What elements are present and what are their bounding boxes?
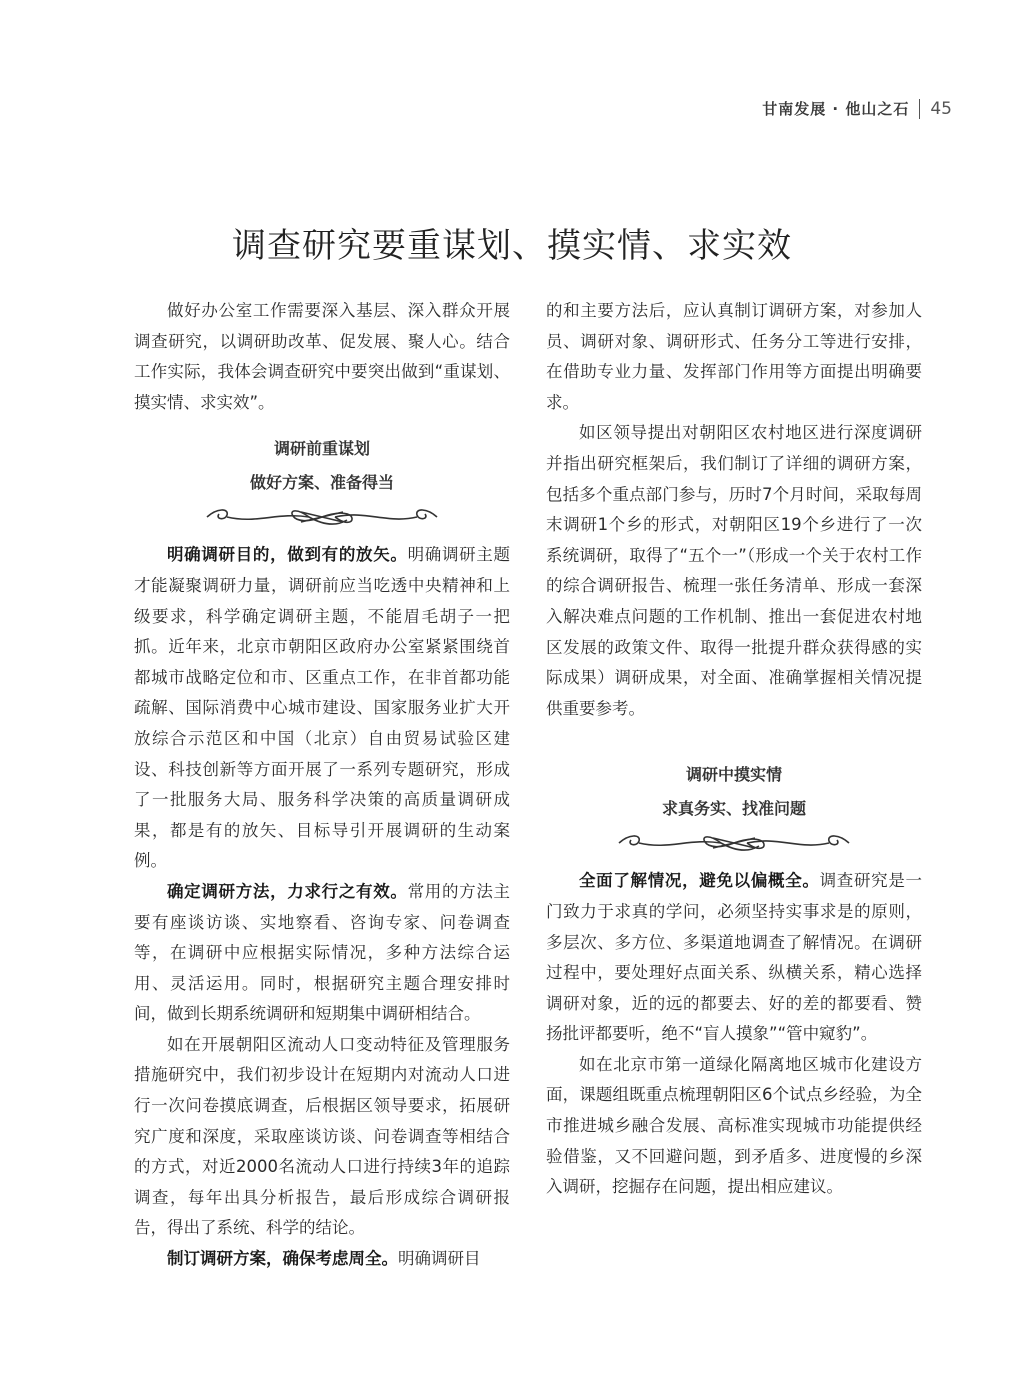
paragraph-text: 明确调研目 [398,1249,481,1269]
paragraph-text: 调查研究是一门致力于求真的学问，必须坚持实事求是的原则，多层次、多方位、多渠道地调查了解情况。在调研过程中，要处理好点面关系、纵横关系，精心选择调研对象，近的远的都要去、好的差的都要看、赞扬批评都要听，绝不“盲人摸象”“管中窥豹”。 [546,871,923,1044]
lead-sentence: 确定调研方法，力求行之有效。 [167,881,408,901]
paragraph: 如在开展朝阳区流动人口变动特征及管理服务措施研究中，我们初步设计在短期内对流动人口进行一次问卷摸底调查，后根据区领导要求，拓展研究广度和深度，采取座谈访谈、问卷调查等相结合的方式，对近2000名流动人口进行持续3年的追踪调查，每年出具分析报告，最后形成综合调研报告，得出了系统、科学的结论。 [134,1034,510,1238]
paragraph [134,1244,510,1275]
intro-paragraph: 做好办公室工作需要深入基层、深入群众开展调查研究，以调研助改革、促发展、聚人心。结合工作实际，我体会调查研究中要突出做到“重谋划、摸实情、求实效”。 [134,301,510,412]
paragraph-text: 常用的方法主要有座谈访谈、实地察看、咨询专家、问卷调查等，在调研中应根据实际情况，多种方法综合运用、灵活运用。同时，根据研究主题合理安排时间，做到长期系统调研和短期集中调研相结合。 [134,881,511,1024]
lead-sentence: 明确调研目的，做到有的放矢。 [167,545,408,565]
left-column [134,296,510,1275]
flourish-ornament-icon [197,504,447,530]
header-divider [919,99,920,119]
section-name: 甘南发展 · 他山之石 [762,100,910,118]
section-heading-2 [546,758,922,856]
section-subtitle: 求真务实、找准问题 [661,799,806,819]
lead-sentence: 制订调研方案，确保考虑周全。 [167,1249,398,1269]
paragraph-continued: 的和主要方法后，应认真制订调研方案，对参加人员、调研对象、调研形式、任务分工等进行安排，在借助专业力量、发挥部门作用等方面提出明确要求。 [546,301,922,412]
flourish-ornament-icon [609,830,859,856]
paragraph: 如区领导提出对朝阳区农村地区进行深度调研并指出研究框架后，我们制订了详细的调研方案，包括多个重点部门参与，历时7个月时间，采取每周末调研1个乡的形式，对朝阳区19个乡进行了一次系统调研，取得了“五个一”（形成一个关于农村工作的综合调研报告、梳理一张任务清单、形成一套深入解决难点问题的工作机制、推出一套促进农村地区发展的政策文件、取得一批提升群众获得感的实际成果）调研成果，对全面、准确掌握相关情况提供重要参考。 [546,423,922,718]
section-title: 调研中摸实情 [685,765,782,785]
paragraph: 如在北京市第一道绿化隔离地区城市化建设方面，课题组既重点梳理朝阳区6个试点乡经验，为全市推进城乡融合发展、高标准实现城市功能提供经验借鉴，又不回避问题，到矛盾多、进度慢的乡深入调研，挖掘存在问题，提出相应建议。 [546,1054,922,1197]
paragraph [134,877,510,1030]
page-number: 45 [930,98,952,119]
section-title: 调研前重谋划 [273,439,370,459]
paragraph [546,866,922,1050]
page-header [762,98,952,119]
right-column [546,296,922,1203]
section-heading-1 [134,432,510,530]
paragraph [134,540,510,877]
section-subtitle: 做好方案、准备得当 [249,473,394,493]
article-title: 调查研究要重谋划、摸实情、求实效 [232,226,792,266]
lead-sentence: 全面了解情况，避免以偏概全。 [579,871,820,891]
paragraph-text: 明确调研主题才能凝聚调研力量，调研前应当吃透中央精神和上级要求，科学确定调研主题，不能眉毛胡子一把抓。近年来，北京市朝阳区政府办公室紧紧围绕首都城市战略定位和市、区重点工作，在非首都功能疏解、国际消费中心城市建设、国家服务业扩大开放综合示范区和中国（北京）自由贸易试验区建设、科技创新等方面开展了一系列专题研究，形成了一批服务大局、服务科学决策的高质量调研成果，都是有的放矢、目标导引开展调研的生动案例。 [134,545,511,871]
